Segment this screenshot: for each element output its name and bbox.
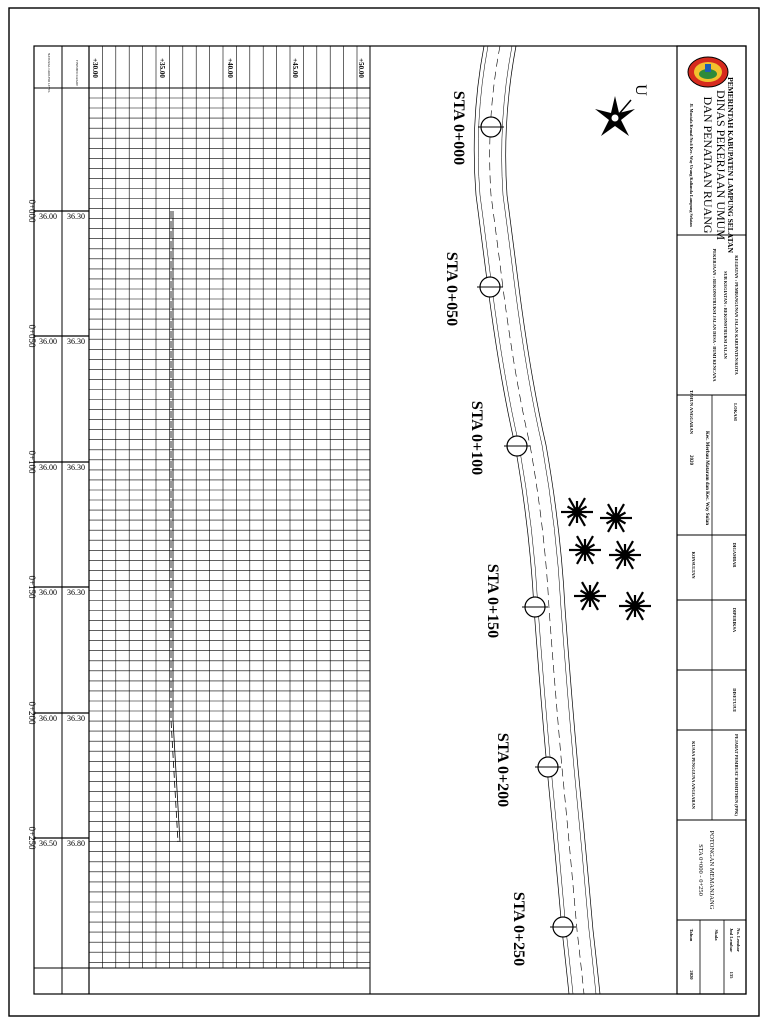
ppk-label: PEJABAT PEMBUAT KOMITMEN (PPK) (734, 734, 739, 816)
drawing-title: POTONGAN MEMANJANG (708, 830, 715, 910)
natural-level-value: 36.00 (39, 337, 57, 346)
drawing-subtitle: STA 0+000 - 0+250 (697, 844, 704, 896)
profile-grid-vertical (102, 46, 357, 968)
location-label: LOKASI (733, 403, 738, 421)
station-label: 0+200 (27, 701, 37, 725)
natural-level-value: 36.00 (39, 588, 57, 597)
job-text: PEKERJAAN : REKONSTRUKSI JALAN DESA - BUMI KENCANA (712, 248, 717, 382)
elevation-labels (91, 58, 365, 78)
elevation-label: +45.00 (291, 58, 299, 78)
north-label: U (632, 84, 649, 96)
long-profile (27, 46, 370, 994)
gov-name: PEMERINTAH KABUPATEN LAMPUNG SELATAN (726, 77, 735, 253)
sta-label: STA 0+100 (468, 400, 485, 476)
tree-icon (561, 498, 593, 526)
regency-logo (688, 57, 728, 87)
north-arrow (595, 84, 649, 136)
sta-marker (535, 757, 561, 777)
road-edge-left-inner (478, 46, 573, 994)
natural-level-value: 36.00 (39, 463, 57, 472)
road-edge-left (474, 46, 569, 994)
elevation-label: +35.00 (158, 58, 166, 78)
sheet-no-label: No. Lembar (736, 928, 741, 952)
row-header-natural: NATURAL GROUND LEVEL (47, 52, 51, 94)
plan-view (443, 46, 651, 994)
finished-level-value: 36.30 (67, 337, 85, 346)
profile-grid-horizontal (89, 98, 370, 962)
department-address: Jl. Mustafa Kemal No.6 Kec. Way Urang Kalianda Lampung Selatan (689, 103, 694, 227)
department-name-line2: DAN PENATAAN RUANG (701, 96, 715, 234)
year-value: 2020 (688, 455, 693, 465)
sta-label: STA 0+150 (484, 563, 501, 639)
finished-level-value: 36.30 (67, 463, 85, 472)
sta-marker (478, 117, 504, 137)
row-header-finished: FINISHED GRADE (75, 59, 79, 87)
station-row (27, 701, 89, 725)
sta-marker (550, 917, 576, 937)
road-centerline (490, 46, 584, 994)
finished-grade-line (173, 211, 180, 842)
checked-label: DIPERIKSA (732, 607, 737, 633)
finished-level-value: 36.80 (67, 839, 85, 848)
finished-level-value: 36.30 (67, 714, 85, 723)
station-row (27, 826, 89, 850)
sta-marker (504, 436, 530, 456)
tree-icon (619, 592, 651, 620)
drawn-label: DIGAMBAR (732, 542, 737, 568)
finished-level-value: 36.30 (67, 212, 85, 221)
natural-level-value: 36.50 (39, 839, 57, 848)
station-row (27, 575, 89, 599)
year-label-2: Tahun (689, 928, 694, 942)
kpa-label: KUASA PENGGUNA ANGGARAN (691, 741, 696, 809)
title-block (677, 46, 746, 994)
tree-icon (600, 504, 632, 532)
approved-label: DISETUJUI (732, 688, 737, 712)
sta-label: STA 0+050 (443, 251, 460, 327)
elevation-label: +40.00 (226, 58, 234, 78)
station-row (27, 199, 89, 223)
tree-icon (609, 541, 641, 569)
station-label: 0+100 (27, 450, 37, 474)
natural-level-value: 36.00 (39, 714, 57, 723)
tree-icon (574, 582, 606, 610)
consultant-label: KONSULTAN (691, 551, 696, 579)
sheet-count-value: 135 (729, 971, 734, 979)
scale-label: Skala (714, 929, 719, 941)
station-label: 0+250 (27, 826, 37, 850)
sta-label: STA 0+000 (450, 90, 467, 166)
department-name-line1: DINAS PEKERJAAN UMUM (714, 89, 728, 241)
station-label: 0+150 (27, 575, 37, 599)
road-edge-right (506, 46, 600, 994)
activity-text: KEGIATAN : PEMBANGUNAN JALAN KABUPATEN/KOTA (734, 255, 739, 375)
elevation-label: +50.00 (357, 58, 365, 78)
station-rows (27, 199, 89, 850)
station-label: 0+050 (27, 324, 37, 348)
sheet-border (9, 8, 759, 1016)
sta-label: STA 0+200 (494, 732, 511, 808)
elevation-label: +30.00 (91, 58, 99, 78)
station-label: 0+000 (27, 199, 37, 223)
sta-label: STA 0+250 (510, 891, 527, 967)
sta-marker (477, 277, 503, 297)
year-value-2: 2020 (689, 970, 694, 980)
sub-activity-text: SUB KEGIATAN : REKONSTRUKSI JALAN (723, 271, 728, 359)
tree-symbols (561, 498, 651, 620)
station-row (27, 324, 89, 348)
sta-marker (522, 597, 548, 617)
year-label: TAHUN ANGGARAN (689, 389, 694, 435)
location-value: Kec. Merbau Mataram dan Kec. Way Sulan (704, 430, 709, 526)
natural-level-value: 36.00 (39, 212, 57, 221)
station-row (27, 450, 89, 474)
sheet-count-label: Jml Lembar (729, 927, 734, 953)
finished-level-value: 36.30 (67, 588, 85, 597)
tree-icon (569, 536, 601, 564)
